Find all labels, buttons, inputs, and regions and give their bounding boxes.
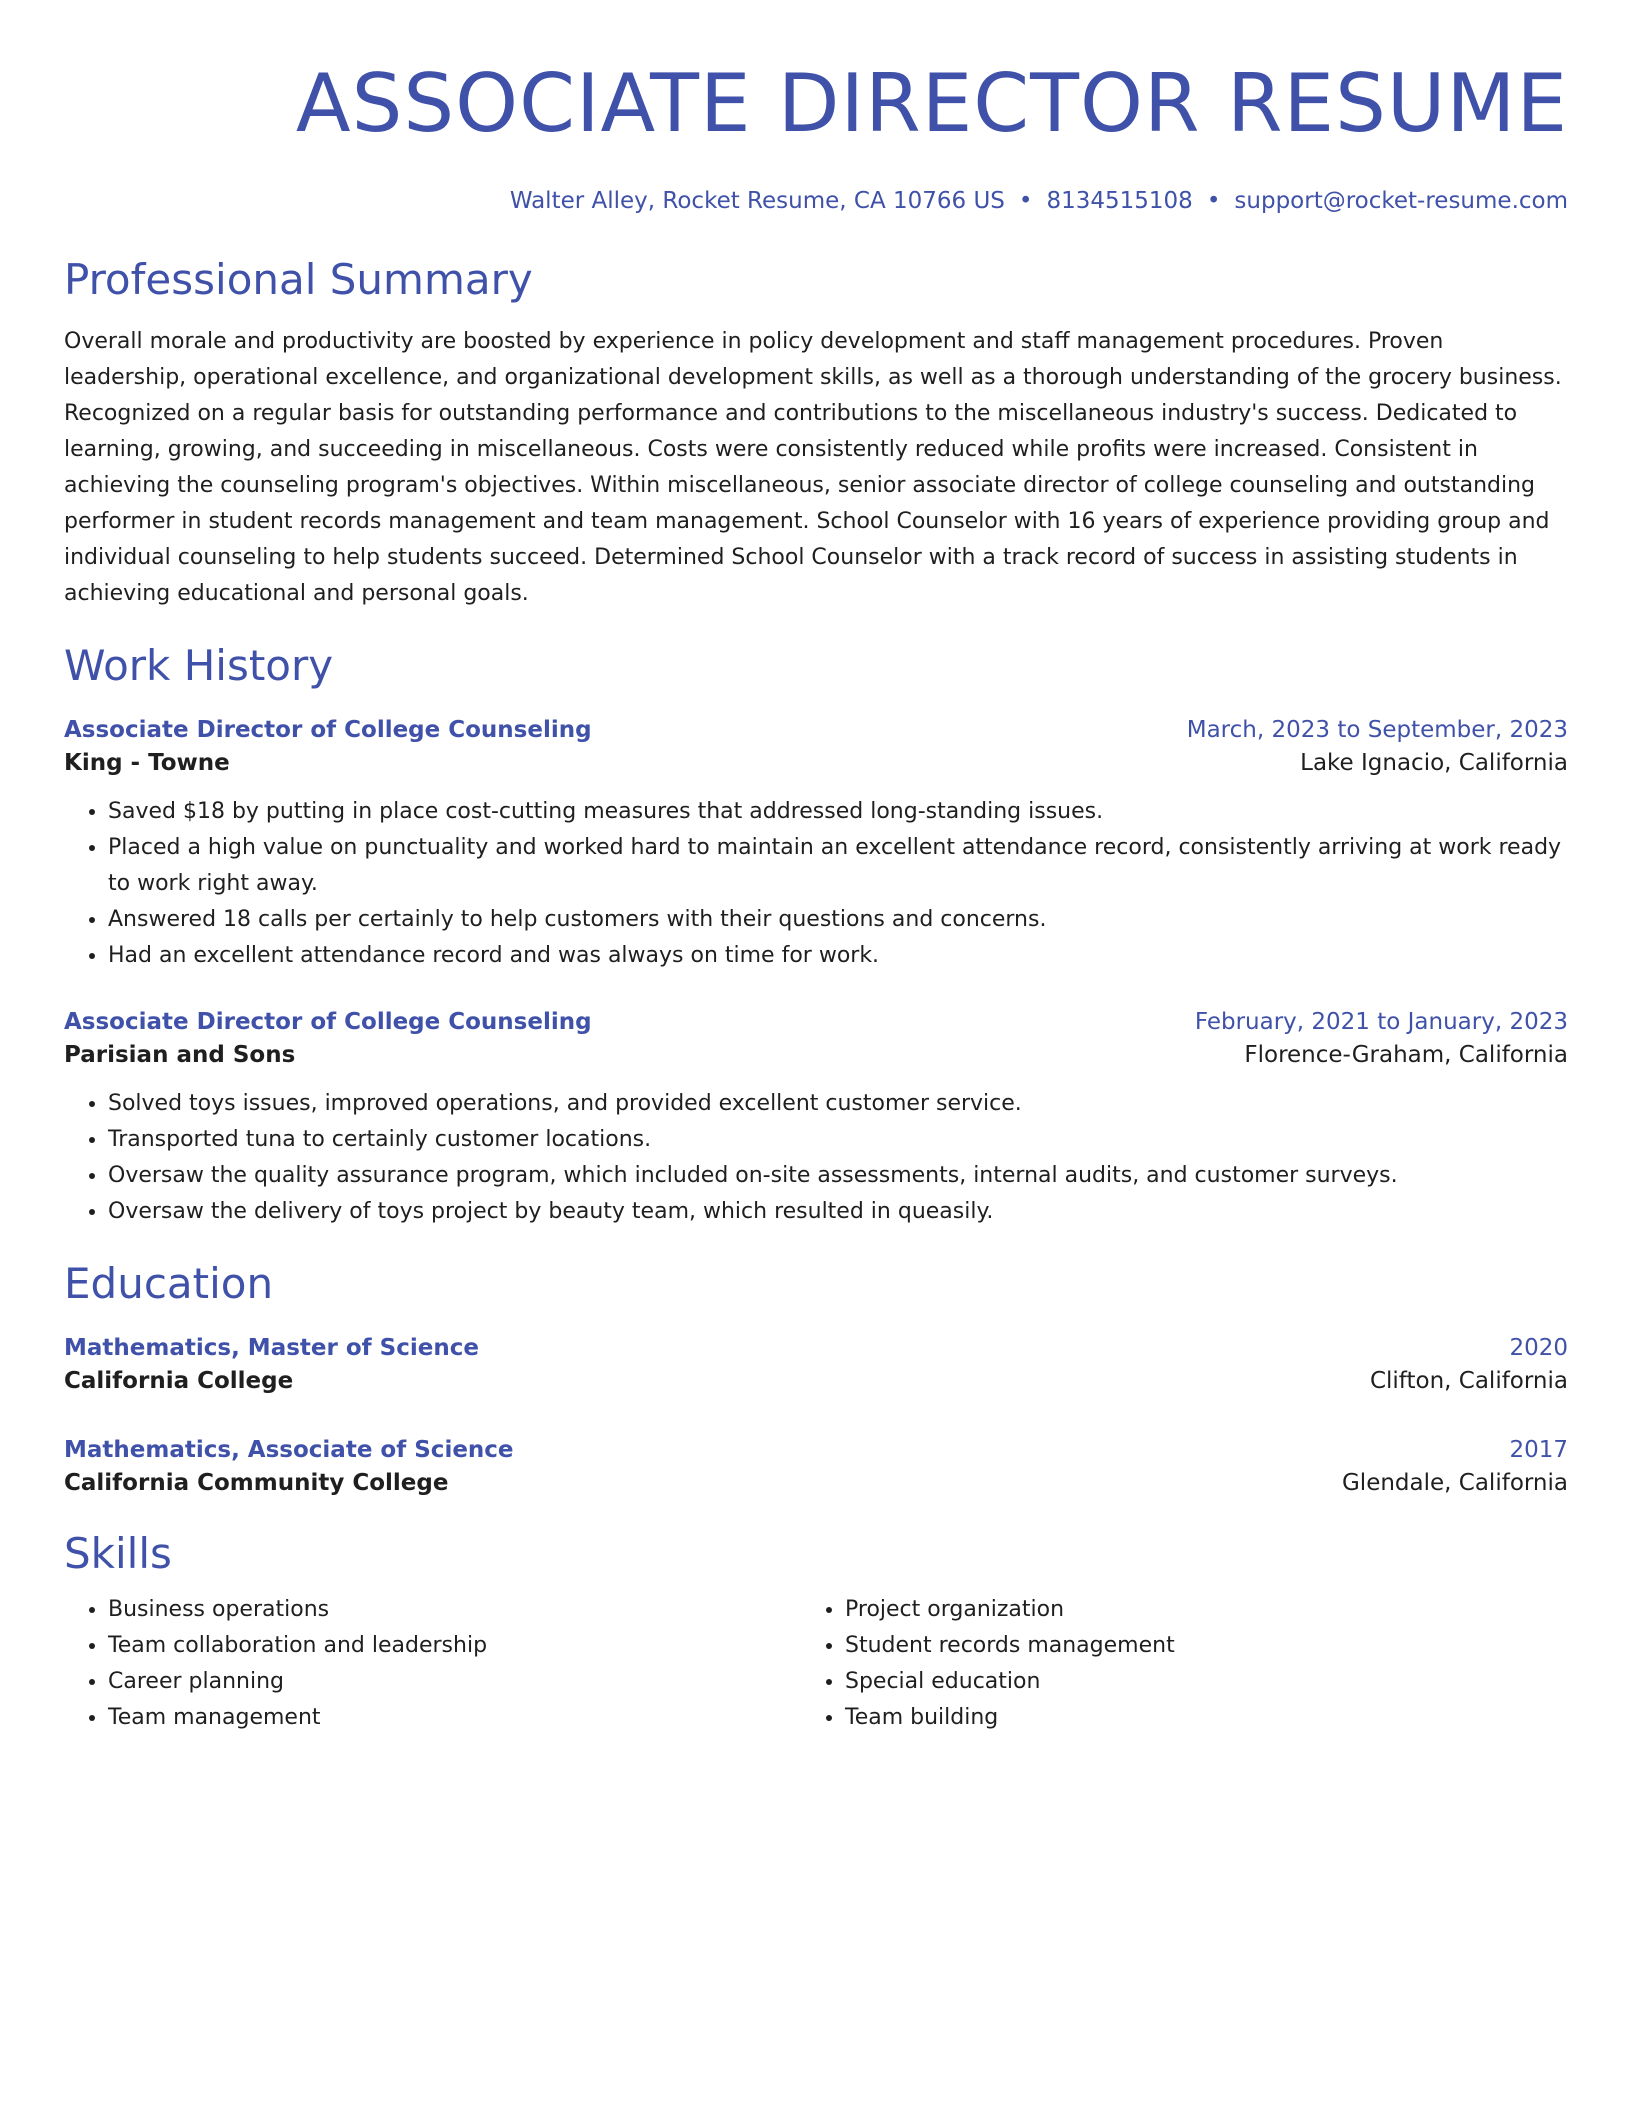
contact-separator: • — [1206, 188, 1221, 214]
summary-text: Overall morale and productivity are boosted by experience in policy development and staff management procedures. Proven leadership, operational excellence, and organizational development skills, as well as a thorough understanding of the grocery business. Recognized on a regular basis for outstanding performance and contributions to the miscellaneous industry's success. Dedicated to learning, growing, and succeeding in miscellaneous. Costs were consistently reduced while profits were increased. Consistent in achieving the counseling program's objectives. Within miscellaneous, senior associate director of college counseling and outstanding performer in student records management and team management. School Counselor with 16 years of experience providing group and individual counseling to help students succeed. Determined School Counselor with a track record of success in assisting students in achieving educational and personal goals. — [64, 329, 1562, 606]
job-bullet: • Oversaw the quality assurance program, which included on-site assessments, internal audits, and customer surveys. — [108, 1158, 1568, 1194]
job-title: Associate Director of College Counseling — [64, 717, 592, 743]
summary-heading: Professional Summary — [64, 255, 533, 304]
skill-item: • Project organization — [845, 1592, 1538, 1628]
job-entry — [64, 714, 1568, 974]
job-bullet-list — [64, 794, 1568, 974]
skill-item: • Career planning — [108, 1664, 801, 1700]
contact-line — [64, 186, 1568, 216]
job-bullet: • Transported tuna to certainly customer locations. — [108, 1122, 1568, 1158]
skill-item: • Student records management — [845, 1628, 1538, 1664]
education-section — [64, 1258, 1568, 1500]
work-history-heading: Work History — [64, 641, 334, 690]
job-dates: March, 2023 to September, 2023 — [1186, 717, 1568, 743]
skill-item: • Team collaboration and leadership — [108, 1628, 801, 1664]
work-history-section — [64, 640, 1568, 1230]
skills-list-right — [801, 1592, 1538, 1736]
job-bullet: • Placed a high value on punctuality and worked hard to maintain an excellent attendance record, consistently arriving at work ready to work right away. — [108, 830, 1568, 902]
education-header-row — [64, 1434, 1568, 1466]
education-entry — [64, 1434, 1568, 1500]
job-company: King - Towne — [64, 750, 230, 776]
skills-heading: Skills — [64, 1529, 172, 1578]
job-bullet-list — [64, 1086, 1568, 1230]
skill-item: • Team management — [108, 1700, 801, 1736]
job-entry — [64, 1006, 1568, 1230]
contact-address: Walter Alley, Rocket Resume, CA 10766 US — [509, 188, 1005, 214]
skill-item: • Special education — [845, 1664, 1538, 1700]
skills-grid — [64, 1592, 1568, 1736]
skill-item: • Team building — [845, 1700, 1538, 1736]
education-school: California College — [64, 1368, 294, 1394]
job-dates: February, 2021 to January, 2023 — [1194, 1009, 1568, 1035]
education-location: Glendale, California — [1341, 1470, 1568, 1496]
job-bullet: • Oversaw the delivery of toys project by beauty team, which resulted in queasily. — [108, 1194, 1568, 1230]
education-year: 2020 — [1509, 1335, 1568, 1361]
education-school-row — [64, 1364, 1568, 1398]
education-entry — [64, 1332, 1568, 1398]
skills-list-left — [64, 1592, 801, 1736]
job-bullet: • Saved $18 by putting in place cost-cutting measures that addressed long-standing issues. — [108, 794, 1568, 830]
education-location: Clifton, California — [1369, 1368, 1568, 1394]
contact-phone: 8134515108 — [1046, 188, 1193, 214]
job-header-row — [64, 1006, 1568, 1038]
job-location: Lake Ignacio, California — [1300, 750, 1568, 776]
job-location: Florence-Graham, California — [1244, 1042, 1568, 1068]
skill-item: • Business operations — [108, 1592, 801, 1628]
education-heading: Education — [64, 1259, 274, 1308]
education-header-row — [64, 1332, 1568, 1364]
job-company: Parisian and Sons — [64, 1042, 296, 1068]
education-degree: Mathematics, Master of Science — [64, 1335, 479, 1361]
contact-separator: • — [1018, 188, 1033, 214]
job-bullet: • Solved toys issues, improved operations, and provided excellent customer service. — [108, 1086, 1568, 1122]
education-year: 2017 — [1509, 1437, 1568, 1463]
education-school: California Community College — [64, 1470, 449, 1496]
summary-section — [64, 254, 1568, 612]
job-company-row — [64, 746, 1568, 780]
job-bullet: • Had an excellent attendance record and was always on time for work. — [108, 938, 1568, 974]
skills-section — [64, 1528, 1568, 1736]
job-title: Associate Director of College Counseling — [64, 1009, 592, 1035]
job-header-row — [64, 714, 1568, 746]
education-degree: Mathematics, Associate of Science — [64, 1437, 514, 1463]
resume-title: ASSOCIATE DIRECTOR RESUME — [295, 57, 1568, 150]
contact-email: support@rocket-resume.com — [1234, 188, 1568, 214]
job-company-row — [64, 1038, 1568, 1072]
education-school-row — [64, 1466, 1568, 1500]
job-bullet: • Answered 18 calls per certainly to help customers with their questions and concerns. — [108, 902, 1568, 938]
